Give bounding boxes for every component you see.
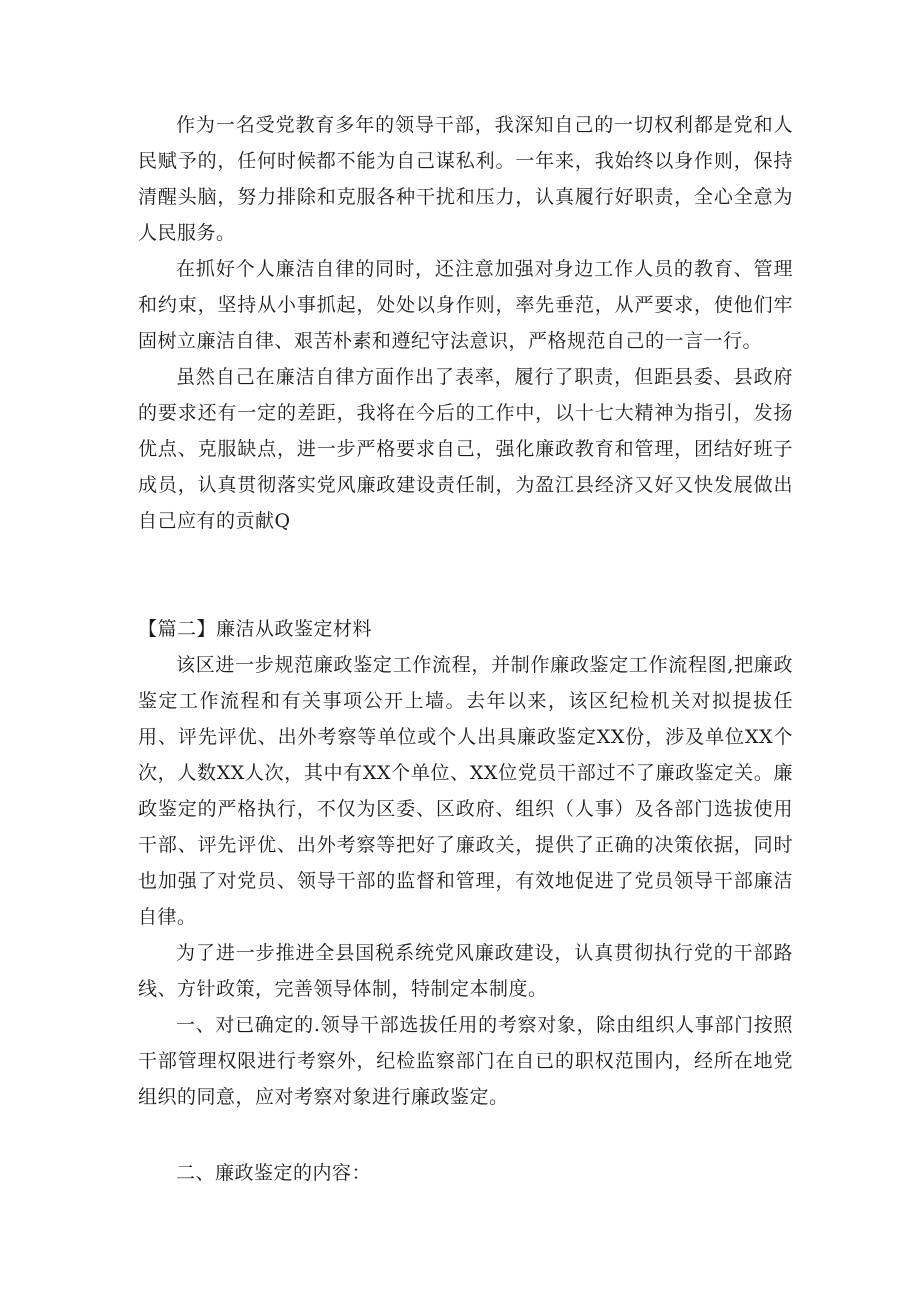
paragraph-rule-two: 二、廉政鉴定的内容： xyxy=(176,1162,372,1184)
paragraph-staff-discipline: 在抓好个人廉洁自律的同时，还注意加强对身边工作人员的教育、管理和约束，坚持从小事抓起，处处以身作则，率先垂范，从严要求，使他们牢固树立廉洁自律、艰苦朴素和遵纪守法意识，严格规范自己的一言一行。 xyxy=(138,258,793,352)
paragraph-commitment: 作为一名受党教育多年的领导干部，我深知自己的一切权利都是党和人民赋予的，任何时候都不能为自己谋私利。一年来，我始终以身作则，保持清醒头脑，努力排除和克服各种干扰和压力，认真履行好职责，全心全意为人民服务。 xyxy=(138,114,793,244)
section-heading: 【篇二】廉洁从政鉴定材料 xyxy=(138,618,373,640)
paragraph-appraisal-process: 该区进一步规范廉政鉴定工作流程，并制作廉政鉴定工作流程图,把廉政鉴定工作流程和有关事项公开上墙。去年以来，该区纪检机关对拟提拔任用、评先评优、出外考察等单位或个人出具廉政鉴定XX份，涉及单位XX个次，人数XX人次，其中有XX个单位、XX位党员干部过不了廉政鉴定关。廉政鉴定的严格执行，不仅为区委、区政府、组织（人事）及各部门选拔使用干部、评先评优、出外考察等把好了廉政关，提供了正确的决策依据，同时也加强了对党员、领导干部的监督和管理，有效地促进了党员领导干部廉洁自律。 xyxy=(138,654,793,928)
paragraph-self-improvement: 虽然自己在廉洁自律方面作出了表率，履行了职责，但距县委、县政府的要求还有一定的差距，我将在今后的工作中，以十七大精神为指引，发扬优点、克服缺点，进一步严格要求自己，强化廉政教育和管理，团结好班子成员，认真贯彻落实党风廉政建设责任制，为盈江县经济又好又快发展做出自己应有的贡献Q xyxy=(138,366,793,532)
section-gap xyxy=(138,539,793,611)
document-body xyxy=(138,107,793,1191)
paragraph-gap xyxy=(138,1115,793,1155)
paragraph-rule-one: 一、对已确定的.领导干部选拔任用的考察对象，除由组织人事部门按照干部管理权限进行考察外，纪检监察部门在自已的职权范围内，经所在地党组织的同意，应对考察对象进行廉政鉴定。 xyxy=(138,1014,793,1108)
paragraph-purpose: 为了进一步推进全县国税系统党风廉政建设，认真贯彻执行党的干部路线、方针政策，完善领导体制，特制定本制度。 xyxy=(138,942,793,1000)
